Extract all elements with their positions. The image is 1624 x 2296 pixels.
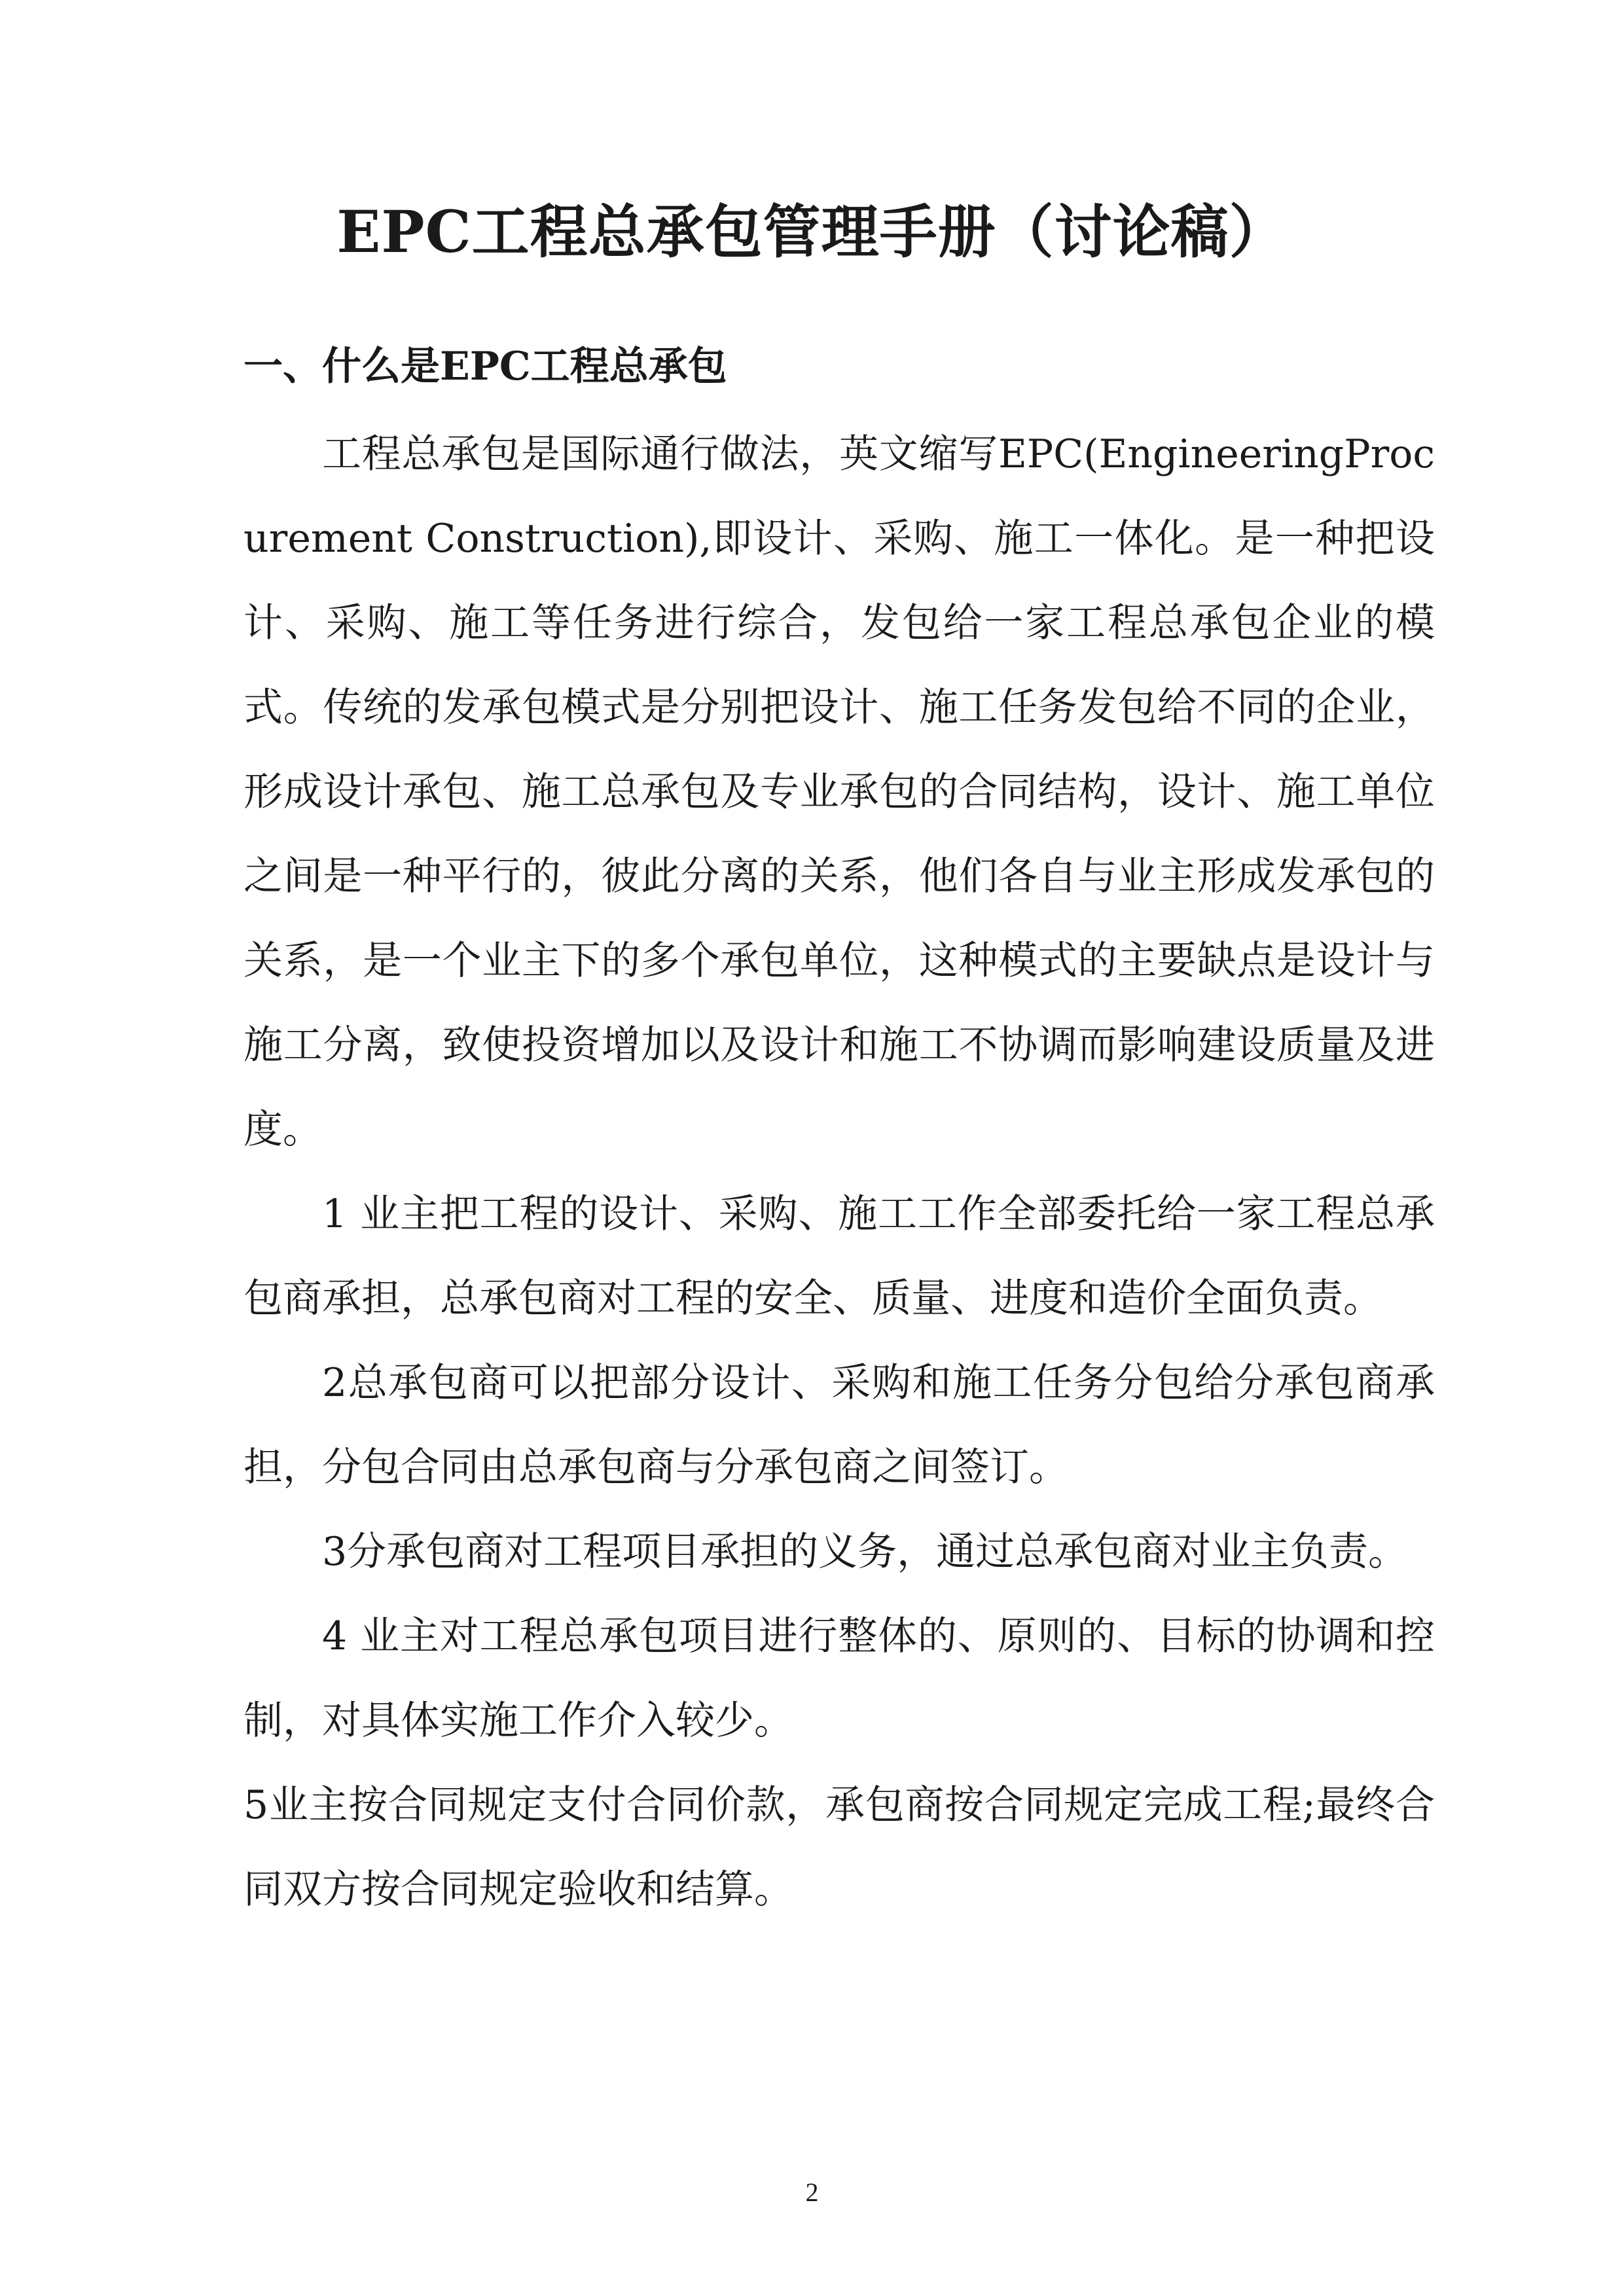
paragraph-item-4: 4 业主对工程总承包项目进行整体的、原则的、目标的协调和控制，对具体实施工作介入较少。 <box>244 1613 1435 1744</box>
document-title: EPC工程总承包管理手册（讨论稿） <box>336 197 1288 266</box>
section-heading: 一、什么是EPC工程总承包 <box>244 344 727 389</box>
paragraph-item-3: 3分承包商对工程项目承担的义务，通过总承包商对业主负责。 <box>322 1529 1408 1575</box>
page-number: 2 <box>805 2178 819 2207</box>
paragraph-item-2: 2总承包商可以把部分设计、采购和施工任务分包给分承包商承担，分包合同由总承包商与分承包商之间签订。 <box>244 1360 1435 1490</box>
paragraph-item-5: 5业主按合同规定支付合同价款，承包商按合同规定完成工程;最终合同双方按合同规定验收和结算。 <box>244 1782 1435 1912</box>
paragraph-item-1: 1 业主把工程的设计、采购、施工工作全部委托给一家工程总承包商承担，总承包商对工程的安全、质量、进度和造价全面负责。 <box>244 1191 1435 1321</box>
document-body <box>244 412 1435 1932</box>
paragraph-epc-definition: 工程总承包是国际通行做法，英文缩写EPC(EngineeringProcurement Construction),即设计、采购、施工一体化。是一种把设计、采购、施工等任务进行综合，发包给一家工程总承包企业的模式。传统的发承包模式是分别把设计、施工任务发包给不同的企业，形成设计承包、施工总承包及专业承包的合同结构，设计、施工单位之间是一种平行的，彼此分离的关系，他们各自与业主形成发承包的关系，是一个业主下的多个承包单位，这种模式的主要缺点是设计与施工分离，致使投资增加以及设计和施工不协调而影响建设质量及进度。 <box>244 431 1435 1153</box>
